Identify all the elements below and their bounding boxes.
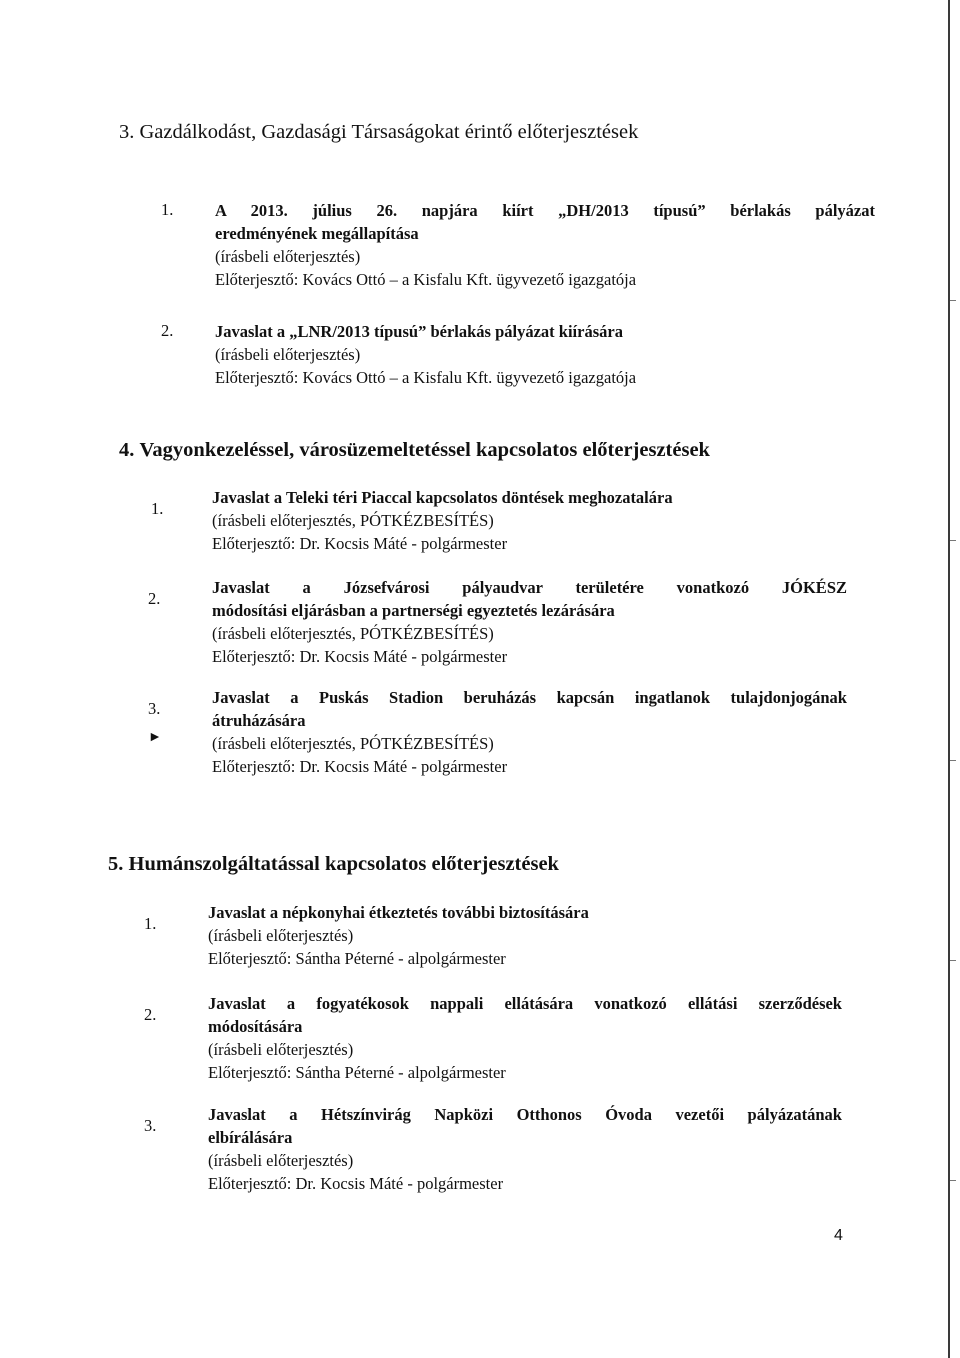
item-presenter: Előterjesztő: Dr. Kocsis Máté - polgármester <box>208 1174 504 1193</box>
item-title-line-1: A 2013. július 26. napjára kiírt „DH/2013 típusú” bérlakás pályázat <box>215 201 875 220</box>
page-number: 4 <box>834 1227 843 1244</box>
section-title: Vagyonkezeléssel, városüzemeltetéssel kapcsolatos előterjesztések <box>139 439 710 461</box>
agenda-item <box>212 576 847 668</box>
item-title-line-1: Javaslat a Puskás Stadion beruházás kapcsán ingatlanok tulajdonjogának <box>212 688 847 707</box>
agenda-item <box>212 486 847 555</box>
item-number: 1. <box>151 499 164 518</box>
item-type: (írásbeli előterjesztés) <box>208 1040 354 1059</box>
item-title-line-2: elbírálására <box>208 1128 293 1147</box>
item-title-line-1: Javaslat a Hétszínvirág Napközi Otthonos Óvoda vezetői pályázatának <box>208 1105 842 1124</box>
section-heading <box>119 437 710 463</box>
margin-tick <box>950 760 956 761</box>
item-number: 2. <box>148 589 161 608</box>
item-type: (írásbeli előterjesztés, PÓTKÉZBESÍTÉS) <box>212 511 494 530</box>
item-number: 2. <box>161 321 174 340</box>
section-number: 3. <box>119 121 135 143</box>
section-title: Gazdálkodást, Gazdasági Társaságokat érintő előterjesztések <box>139 121 639 143</box>
item-number: 3. <box>144 1116 157 1135</box>
margin-tick <box>950 540 956 541</box>
item-number: 3. <box>148 699 161 718</box>
margin-tick <box>950 1180 956 1181</box>
item-number: 1. <box>144 914 157 933</box>
item-title: Javaslat a népkonyhai étkeztetés további biztosítására <box>208 903 589 922</box>
agenda-item <box>208 992 842 1084</box>
agenda-item <box>208 1103 842 1195</box>
agenda-item <box>215 199 875 291</box>
page-edge-line <box>948 0 950 1358</box>
item-title-line-1: Javaslat a fogyatékosok nappali ellátására vonatkozó ellátási szerződések <box>208 994 842 1013</box>
item-presenter: Előterjesztő: Dr. Kocsis Máté - polgármester <box>212 647 508 666</box>
section-title: Humánszolgáltatással kapcsolatos előterjesztések <box>128 853 559 875</box>
item-title-line-1: Javaslat a Józsefvárosi pályaudvar területére vonatkozó JÓKÉSZ <box>212 578 847 597</box>
item-type: (írásbeli előterjesztés, PÓTKÉZBESÍTÉS) <box>212 734 494 753</box>
agenda-item <box>212 686 847 778</box>
item-presenter: Előterjesztő: Kovács Ottó – a Kisfalu Kft. ügyvezető igazgatója <box>215 270 637 289</box>
item-title-line-2: átruházására <box>212 711 306 730</box>
agenda-item <box>215 320 875 389</box>
item-presenter: Előterjesztő: Sántha Péterné - alpolgármester <box>208 949 506 968</box>
item-type: (írásbeli előterjesztés) <box>208 926 354 945</box>
item-presenter: Előterjesztő: Sántha Péterné - alpolgármester <box>208 1063 506 1082</box>
item-number: 1. <box>161 200 174 219</box>
item-type: (írásbeli előterjesztés, PÓTKÉZBESÍTÉS) <box>212 624 494 643</box>
item-type: (írásbeli előterjesztés) <box>215 345 361 364</box>
arrow-marker-icon: ► <box>148 730 162 745</box>
item-title: Javaslat a Teleki téri Piaccal kapcsolatos döntések meghozatalára <box>212 488 673 507</box>
section-number: 5. <box>108 853 124 875</box>
agenda-item <box>208 901 842 970</box>
item-type: (írásbeli előterjesztés) <box>215 247 361 266</box>
section-number: 4. <box>119 439 135 461</box>
item-number: 2. <box>144 1005 157 1024</box>
item-title-line-2: módosítási eljárásban a partnerségi egyeztetés lezárására <box>212 601 615 620</box>
margin-tick <box>950 960 956 961</box>
item-title-line-2: eredményének megállapítása <box>215 224 419 243</box>
section-heading <box>119 119 638 145</box>
item-presenter: Előterjesztő: Dr. Kocsis Máté - polgármester <box>212 757 508 776</box>
item-title-line-2: módosítására <box>208 1017 303 1036</box>
section-heading <box>108 851 559 877</box>
item-presenter: Előterjesztő: Kovács Ottó – a Kisfalu Kft. ügyvezető igazgatója <box>215 368 637 387</box>
item-presenter: Előterjesztő: Dr. Kocsis Máté - polgármester <box>212 534 508 553</box>
item-type: (írásbeli előterjesztés) <box>208 1151 354 1170</box>
item-title: Javaslat a „LNR/2013 típusú” bérlakás pályázat kiírására <box>215 322 623 341</box>
margin-tick <box>950 300 956 301</box>
